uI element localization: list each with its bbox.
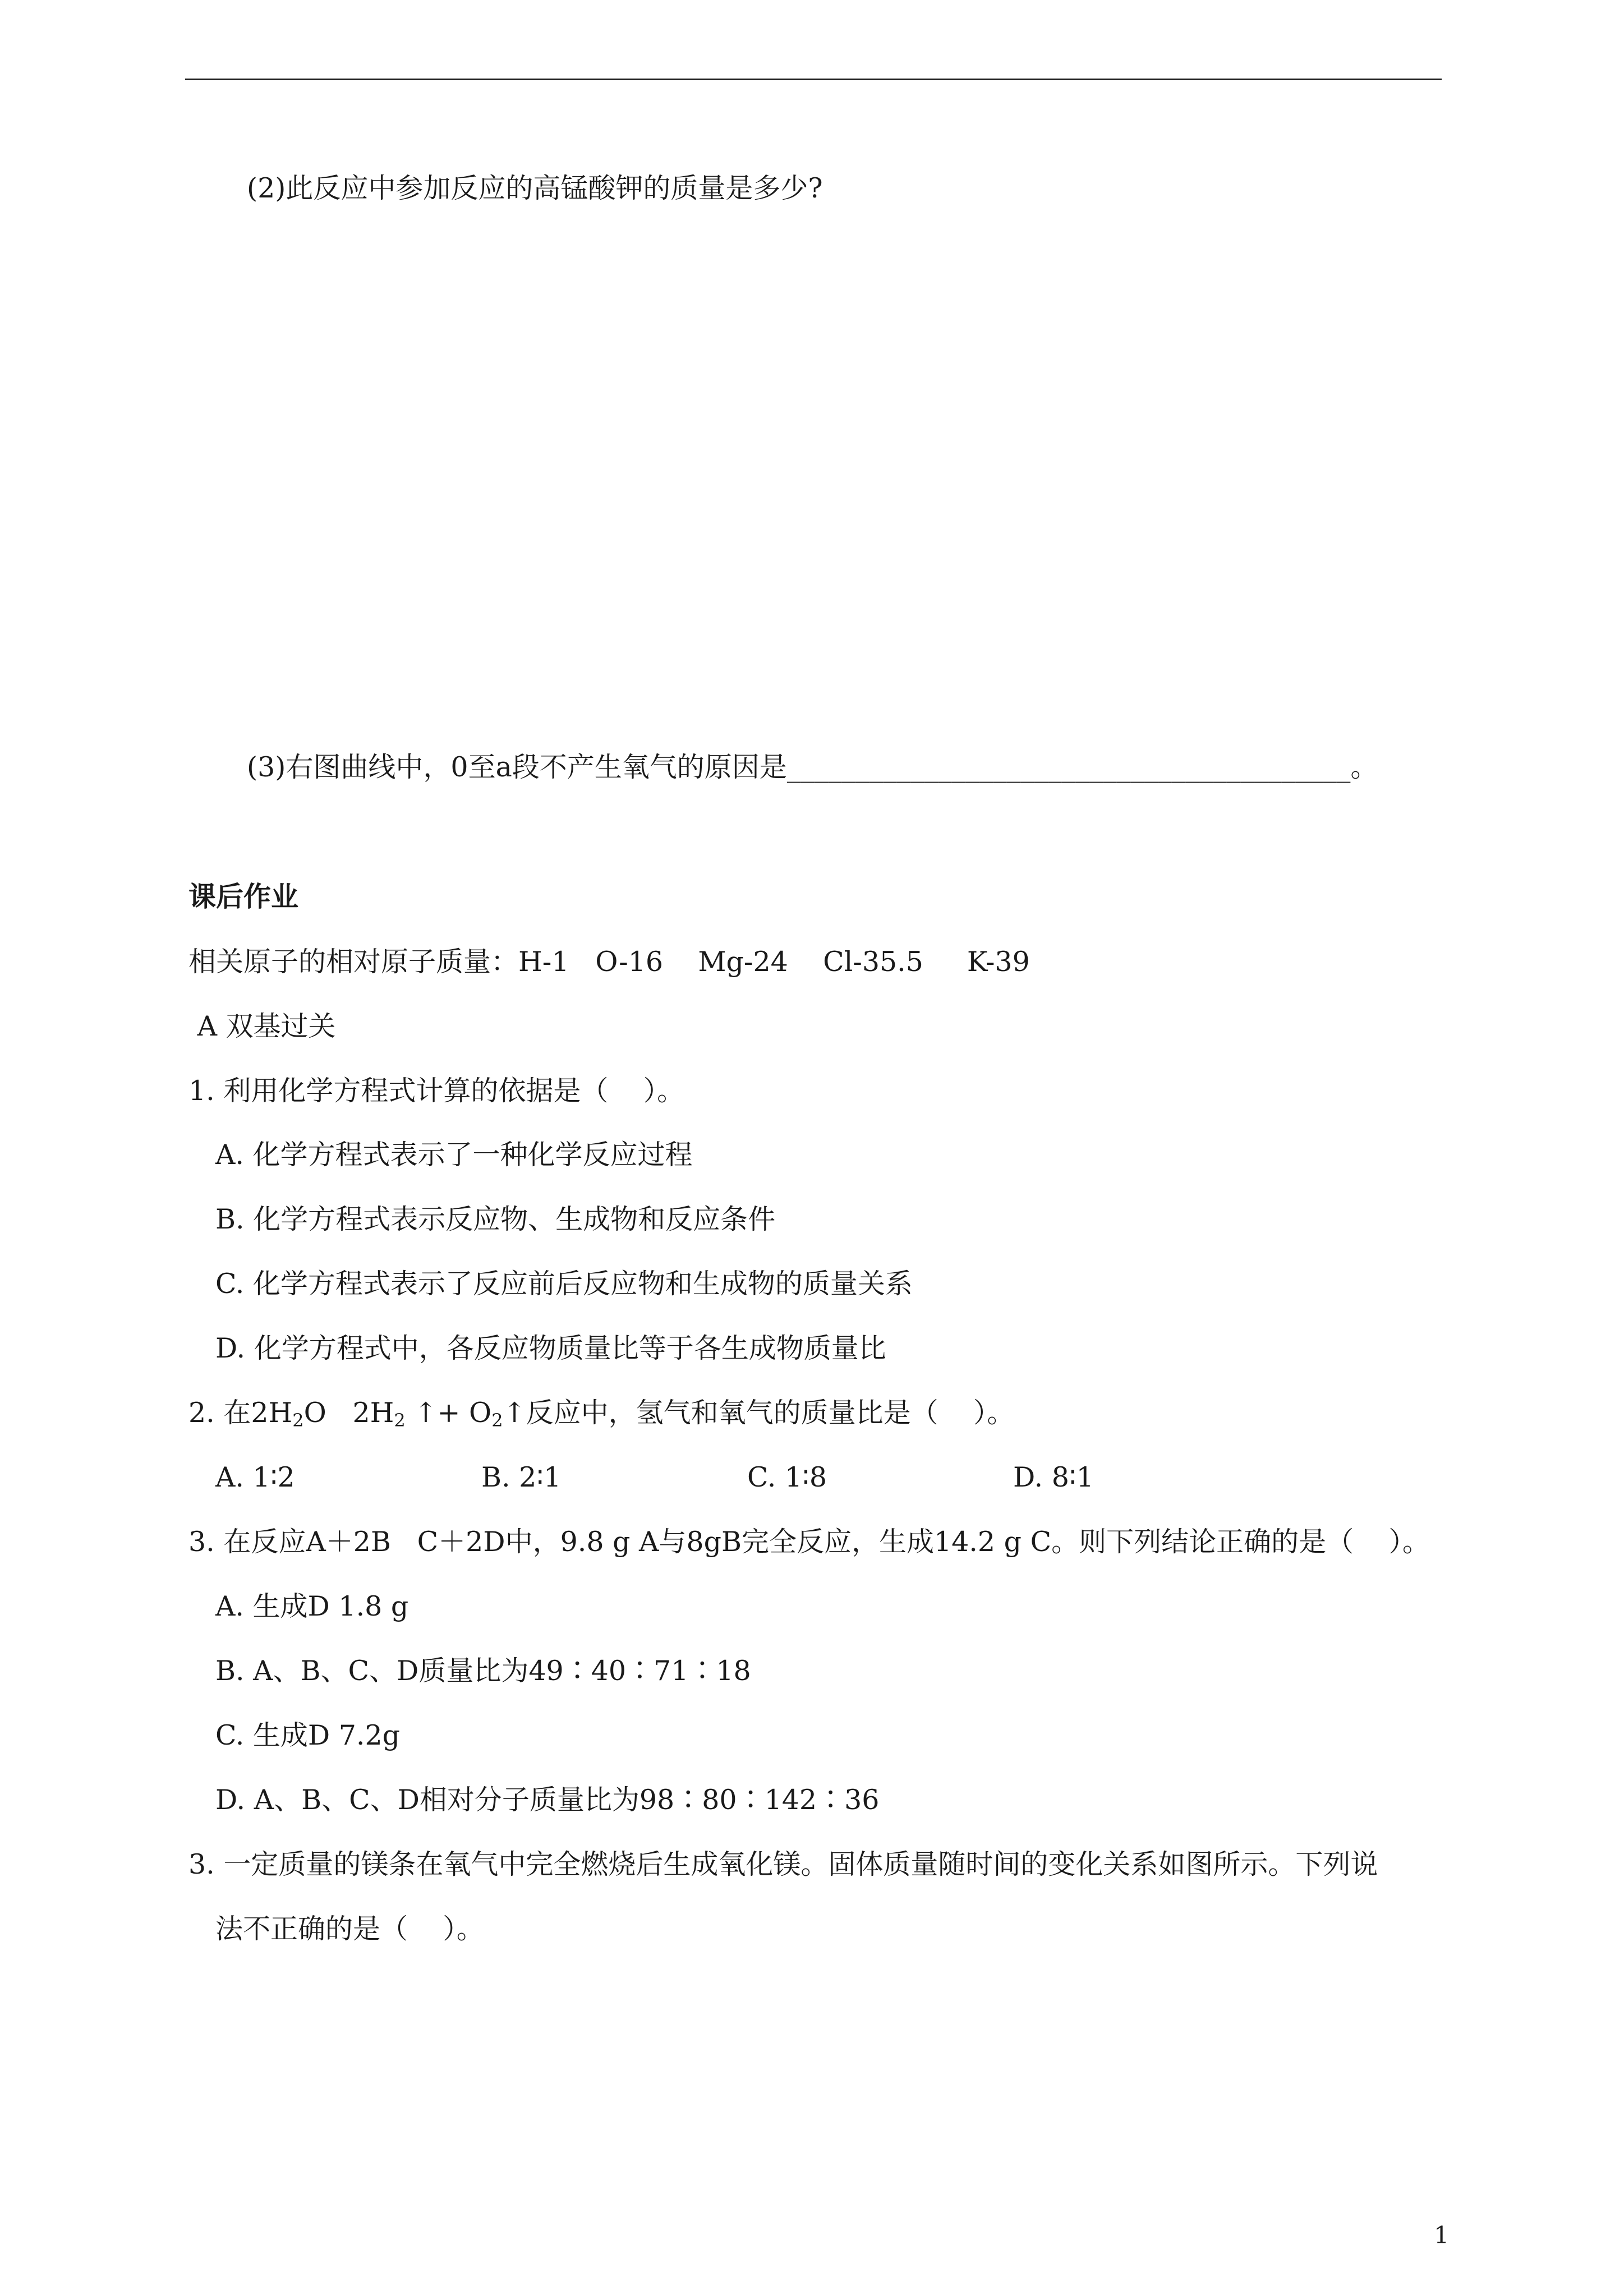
- problem-2-option-b: B. 2∶1: [481, 1461, 562, 1493]
- problem-1-option-a: A. 化学方程式表示了一种化学反应过程: [215, 1139, 693, 1171]
- problem-3-option-b: B. A、B、C、D质量比为49∶40∶71∶18: [215, 1655, 751, 1687]
- problem-2-stem-part: O 2H: [303, 1397, 394, 1429]
- question-3-text: (3)右图曲线中，0至a段不产生氧气的原因是: [247, 751, 787, 783]
- problem-3-option-d: D. A、B、C、D相对分子质量比为98∶80∶142∶36: [215, 1784, 880, 1816]
- subscript: 2: [394, 1410, 406, 1431]
- problem-3-option-c: C. 生成D 7.2g: [215, 1719, 401, 1751]
- problem-3-option-a: A. 生成D 1.8 g: [215, 1590, 409, 1622]
- problem-2-stem-part: 2. 在2H: [188, 1397, 293, 1429]
- subscript: 2: [292, 1410, 304, 1431]
- problem-1-stem: 1. 利用化学方程式计算的依据是（ ）。: [188, 1075, 685, 1107]
- section-a-heading: A 双基过关: [188, 1010, 336, 1042]
- problem-1-option-d: D. 化学方程式中，各反应物质量比等于各生成物质量比: [215, 1332, 886, 1364]
- problem-2-stem: [188, 1396, 1014, 1437]
- problem-1-option-c: C. 化学方程式表示了反应前后反应物和生成物的质量关系: [215, 1268, 913, 1300]
- atomic-masses: 相关原子的相对原子质量：H-1 O-16 Mg-24 Cl-35.5 K-39: [188, 946, 1030, 978]
- subscript: 2: [491, 1410, 503, 1431]
- header-rule: [185, 79, 1442, 80]
- problem-3-stem: 3. 在反应A＋2B C＋2D中，9.8 g A与8gB完全反应，生成14.2 g C。则下列结论正确的是（ ）。: [188, 1526, 1430, 1558]
- problem-4-stem-line-2: 法不正确的是（ ）。: [215, 1913, 484, 1945]
- question-2: (2)此反应中参加反应的高锰酸钾的质量是多少?: [247, 172, 823, 204]
- problem-2-option-a: A. 1∶2: [215, 1461, 295, 1493]
- homework-title: 课后作业: [188, 880, 299, 913]
- question-3: [247, 751, 1378, 784]
- problem-2-option-c: C. 1∶8: [747, 1461, 827, 1493]
- answer-blank: _________________________________________: [786, 751, 1351, 783]
- problem-2-option-d: D. 8∶1: [1013, 1461, 1094, 1493]
- page-number: 1: [1434, 2221, 1449, 2249]
- problem-1-option-b: B. 化学方程式表示反应物、生成物和反应条件: [215, 1203, 776, 1235]
- problem-4-stem-line-1: 3. 一定质量的镁条在氧气中完全燃烧后生成氧化镁。固体质量随时间的变化关系如图所示。下列说: [188, 1848, 1378, 1880]
- problem-2-stem-part: ↑+ O: [405, 1397, 492, 1429]
- problem-2-stem-part: ↑反应中，氢气和氧气的质量比是（ ）。: [503, 1397, 1015, 1429]
- question-3-end: 。: [1350, 751, 1378, 783]
